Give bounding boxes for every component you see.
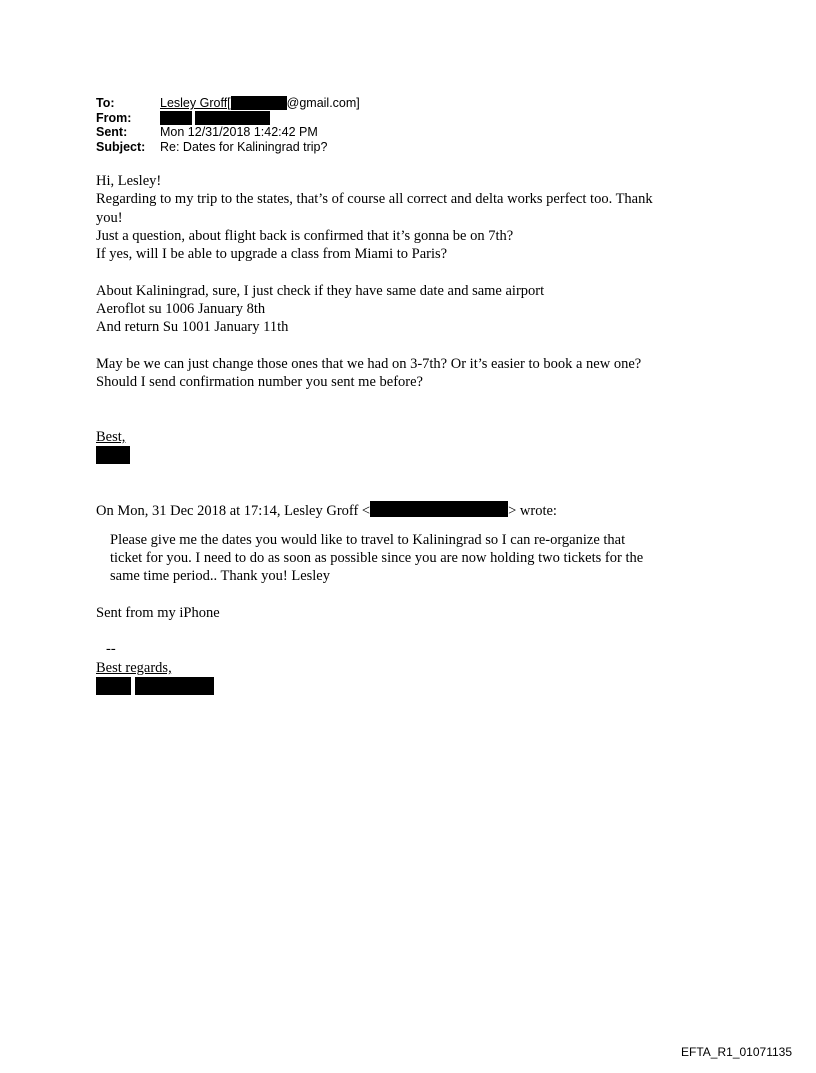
- quote-line: same time period.. Thank you! Lesley: [110, 568, 330, 585]
- body-line: And return Su 1001 January 11th: [96, 319, 289, 336]
- subject-value: Re: Dates for Kaliningrad trip?: [160, 139, 328, 154]
- redaction-box: [96, 677, 131, 695]
- sent-value: Mon 12/31/2018 1:42:42 PM: [160, 125, 318, 140]
- body-line: If yes, will I be able to upgrade a class from Miami to Paris?: [96, 246, 448, 263]
- email-body: [96, 172, 736, 695]
- from-row: [96, 111, 360, 126]
- body-line: Just a question, about flight back is confirmed that it’s gonna be on 7th?: [96, 227, 514, 244]
- to-domain: @gmail.com]: [286, 96, 360, 110]
- signoff: Best,: [96, 429, 126, 446]
- body-line: Should I send confirmation number you sent me before?: [96, 374, 423, 391]
- to-row: [96, 96, 360, 111]
- sent-from: Sent from my iPhone: [96, 604, 220, 621]
- redaction-box: [96, 446, 130, 464]
- quote-line: Please give me the dates you would like to travel to Kaliningrad so I can re-organize that: [110, 531, 626, 548]
- email-header: [96, 96, 360, 154]
- quoted-message: [110, 531, 736, 586]
- to-label: To:: [96, 96, 115, 110]
- subject-label: Subject:: [96, 139, 146, 154]
- body-line: you!: [96, 209, 123, 226]
- body-line: May be we can just change those ones that we had on 3-7th? Or it’s easier to book a new one?: [96, 355, 642, 372]
- sent-row: [96, 125, 360, 140]
- document-id: EFTA_R1_01071135: [681, 1045, 792, 1059]
- quote-line: ticket for you. I need to do as soon as possible since you are now holding two tickets for the: [110, 549, 644, 566]
- body-line: About Kaliningrad, sure, I just check if they have same date and same airport: [96, 282, 545, 299]
- regards: Best regards,: [96, 659, 172, 676]
- quote-intro: On Mon, 31 Dec 2018 at 17:14, Lesley Groff < > wrote:: [96, 503, 557, 520]
- redaction-box: [160, 111, 192, 125]
- from-label: From:: [96, 110, 132, 125]
- body-line: Regarding to my trip to the states, that’s of course all correct and delta works perfect too. Thank: [96, 191, 653, 208]
- sent-label: Sent:: [96, 125, 128, 140]
- greeting: Hi, Lesley!: [96, 173, 162, 189]
- to-name: Lesley Groff[: [160, 96, 231, 110]
- signature-dashes: --: [106, 641, 116, 658]
- body-line: Aeroflot su 1006 January 8th: [96, 301, 266, 318]
- redaction-box: [135, 677, 214, 695]
- redaction-box: [370, 501, 508, 517]
- redaction-box: [231, 96, 287, 110]
- redaction-box: [195, 111, 270, 125]
- subject-row: [96, 140, 360, 155]
